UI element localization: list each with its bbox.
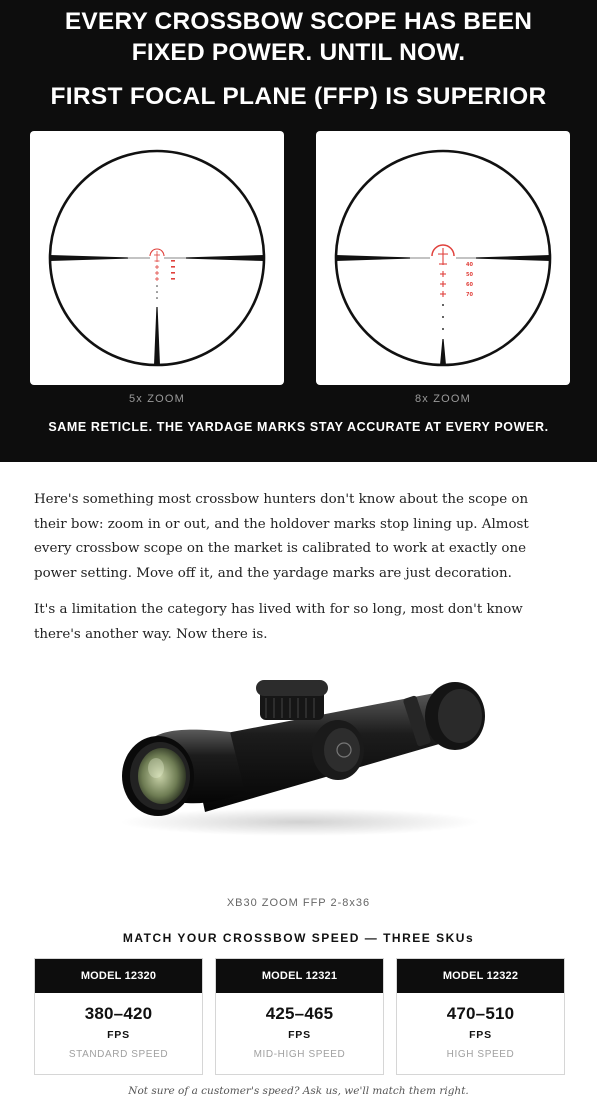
scope-product-image xyxy=(110,672,490,840)
sku-speed-unit: FPS xyxy=(107,1029,130,1041)
hero-note: SAME RETICLE. THE YARDAGE MARKS STAY ACCURATE AT EVERY POWER. xyxy=(48,420,549,434)
reticle-panel-8x xyxy=(316,131,570,385)
sku-heading: MATCH YOUR CROSSBOW SPEED — THREE SKUs xyxy=(122,931,475,945)
sku-card-12321 xyxy=(215,958,384,1075)
yardage-mark-50: 50 xyxy=(466,272,473,278)
sku-speed-class: MID-HIGH SPEED xyxy=(253,1049,346,1060)
sku-speed-range: 380–420 xyxy=(84,1004,153,1023)
yardage-mark-70: 70 xyxy=(466,292,473,298)
reticle-8x-image xyxy=(316,131,570,385)
speed-footnote: Not sure of a customer's speed? Ask us, we'll match them right. xyxy=(128,1085,469,1097)
hero-headline-line1: EVERY CROSSBOW SCOPE HAS BEEN xyxy=(64,8,533,35)
sku-speed-class: HIGH SPEED xyxy=(446,1049,515,1060)
zoom-label-5x: 5x ZOOM xyxy=(128,393,186,405)
zoom-label-8x: 8x ZOOM xyxy=(414,393,472,405)
hero-headline-line2: FIXED POWER. UNTIL NOW. xyxy=(131,39,466,66)
hero-subheadline: FIRST FOCAL PLANE (FFP) IS SUPERIOR xyxy=(50,83,547,110)
sku-model: MODEL 12321 xyxy=(216,959,383,993)
sku-speed-unit: FPS xyxy=(288,1029,311,1041)
sku-model: MODEL 12320 xyxy=(35,959,202,993)
hero-headline xyxy=(0,6,597,68)
hero-banner xyxy=(0,0,597,462)
intro-paragraph: Here's something most crossbow hunters don't know about the scope on their bow: zoom in or out, and the holdover marks stop lining up. Almost every crossbow scope on the market is calibrated to work at exactly one power setting. Move off it, and the yardage marks are just decoration. xyxy=(34,492,529,581)
sku-card-12320 xyxy=(34,958,203,1075)
limitation-paragraph: It's a limitation the category has lived with for so long, most don't know there's another way. Now there is. xyxy=(34,602,523,642)
sku-card-12322 xyxy=(396,958,565,1075)
sku-speed-unit: FPS xyxy=(469,1029,492,1041)
yardage-mark-40: 40 xyxy=(466,262,473,268)
sku-speed-range: 425–465 xyxy=(265,1004,334,1023)
sku-speed-class: STANDARD SPEED xyxy=(68,1049,169,1060)
sku-speed-range: 470–510 xyxy=(446,1004,515,1023)
yardage-mark-60: 60 xyxy=(466,282,473,288)
reticle-panel-5x xyxy=(30,131,284,385)
product-caption: XB30 ZOOM FFP 2-8x36 xyxy=(226,897,371,909)
sku-model: MODEL 12322 xyxy=(397,959,564,993)
rifle-scope-icon xyxy=(110,672,490,840)
reticle-5x-image xyxy=(30,131,284,385)
